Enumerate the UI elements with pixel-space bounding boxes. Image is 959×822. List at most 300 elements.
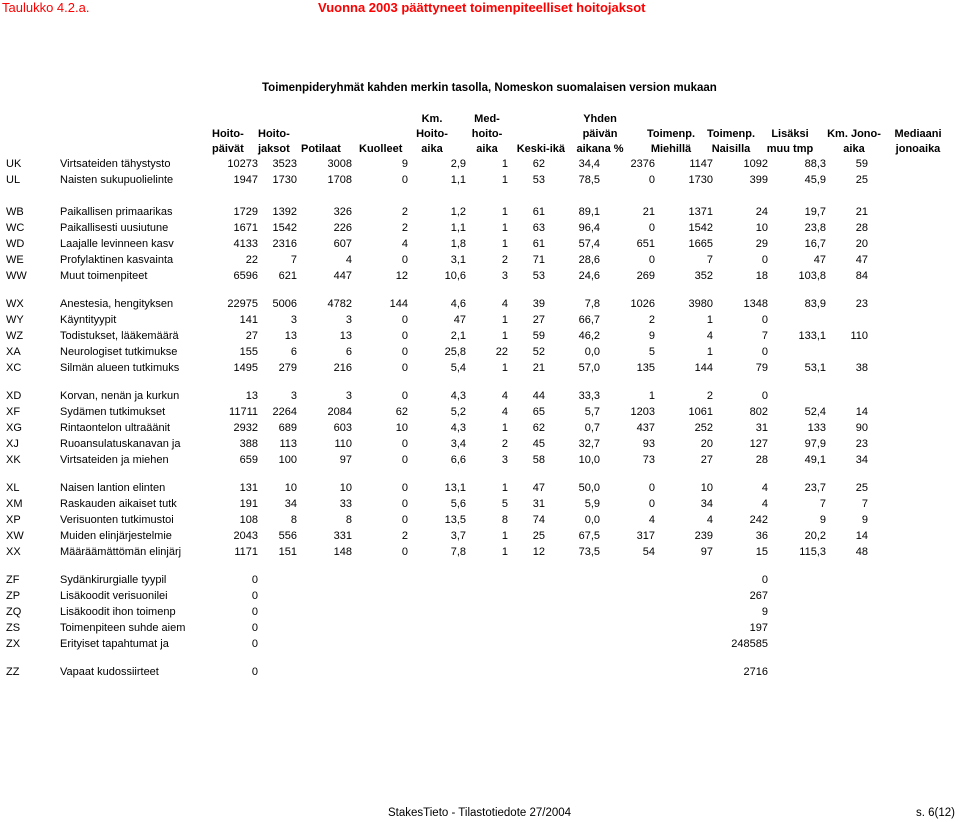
row-description: Muiden elinjärjestelmie [60, 530, 172, 542]
row-code: XM [6, 498, 23, 510]
row-value: 59 [532, 330, 545, 342]
row-value: 151 [278, 546, 297, 558]
row-value: 3,7 [450, 530, 466, 542]
row-value: 1 [706, 346, 713, 358]
row-value: 61 [532, 238, 545, 250]
row-value: 3980 [688, 298, 713, 310]
row-value: 53 [532, 174, 545, 186]
row-value: 2 [501, 438, 508, 450]
row-code: WW [6, 270, 27, 282]
row-description: Muut toimenpiteet [60, 270, 148, 282]
row-value: 67,5 [578, 530, 600, 542]
column-header-line: päivät [212, 143, 244, 155]
row-value: 1,8 [450, 238, 466, 250]
row-value: 10 [339, 482, 352, 494]
row-value: 0 [401, 346, 408, 358]
row-description: Naisten sukupuolielinte [60, 174, 174, 186]
row-value: 11711 [229, 406, 258, 418]
row-value: 0 [401, 498, 408, 510]
row-value: 24,6 [578, 270, 600, 282]
row-value: 1 [501, 422, 508, 434]
row-description: Todistukset, lääkemäärä [60, 330, 179, 342]
row-value: 9 [648, 330, 655, 342]
row-value: 113 [279, 438, 297, 450]
row-value: 1665 [688, 238, 713, 250]
row-code: WB [6, 206, 24, 218]
row-value: 79 [755, 362, 768, 374]
row-value: 18 [755, 270, 768, 282]
row-value: 216 [333, 362, 352, 374]
row-value: 1729 [233, 206, 258, 218]
row-value: 1708 [327, 174, 352, 186]
row-value: 0 [401, 254, 408, 266]
row-value: 3 [345, 390, 352, 402]
row-value: 88,3 [804, 158, 826, 170]
row-value: 13 [339, 330, 352, 342]
row-value: 59 [855, 158, 868, 170]
row-value: 1 [501, 362, 508, 374]
row-value: 97,9 [804, 438, 826, 450]
column-header-line: Hoito- [212, 128, 244, 140]
table-id: Taulukko 4.2.a. [2, 0, 90, 15]
row-value: 10273 [227, 158, 258, 170]
row-description: Lisäkoodit verisuonilei [60, 590, 168, 602]
row-value: 25,8 [444, 346, 466, 358]
column-header-line: Km. Jono- [827, 128, 881, 140]
row-value: 148 [333, 546, 352, 558]
column-header [707, 127, 755, 157]
row-value: 50,0 [578, 482, 600, 494]
row-value: 3 [290, 390, 297, 402]
row-code: WD [6, 238, 25, 250]
column-header-line: Keski-ikä [516, 143, 565, 155]
row-value: 47 [453, 314, 466, 326]
row-value: 4 [706, 514, 713, 526]
row-value: 14 [855, 530, 868, 542]
row-value: 22 [495, 346, 508, 358]
row-value: 10 [395, 422, 408, 434]
row-code: ZX [6, 638, 21, 650]
row-value: 108 [239, 514, 258, 526]
row-value: 84 [855, 270, 868, 282]
row-value: 155 [239, 346, 258, 358]
row-value: 607 [333, 238, 352, 250]
row-value: 25 [532, 530, 545, 542]
row-description: Profylaktinen kasvainta [60, 254, 174, 266]
row-code: WE [6, 254, 24, 266]
row-value: 1 [706, 314, 713, 326]
row-value: 52,4 [804, 406, 826, 418]
row-value: 0 [401, 362, 408, 374]
column-header [894, 127, 941, 157]
row-value: 2376 [630, 158, 655, 170]
row-value: 1 [501, 158, 508, 170]
row-value: 20 [855, 238, 868, 250]
row-description: Sydämen tutkimukset [60, 406, 166, 418]
row-value: 1730 [272, 174, 297, 186]
row-value: 4 [761, 498, 768, 510]
row-value: 62 [532, 158, 545, 170]
row-description: Silmän alueen tutkimuks [60, 362, 180, 374]
row-value: 326 [333, 206, 352, 218]
column-header [767, 127, 813, 157]
row-value: 1 [501, 546, 508, 558]
row-description: Naisen lantion elinten [60, 482, 166, 494]
row-value: 33 [339, 498, 352, 510]
row-value: 39 [532, 298, 545, 310]
row-value: 4,6 [450, 298, 466, 310]
row-code: ZF [6, 574, 20, 586]
row-value: 32,7 [578, 438, 600, 450]
row-value: 3 [290, 314, 297, 326]
row-value: 0 [648, 254, 655, 266]
row-value: 3,1 [450, 254, 466, 266]
row-value: 0 [401, 514, 408, 526]
row-value: 242 [749, 514, 768, 526]
row-value: 621 [278, 270, 297, 282]
row-value: 5 [501, 498, 508, 510]
row-value: 0 [401, 438, 408, 450]
row-value: 0 [761, 346, 768, 358]
row-value: 10,0 [578, 454, 600, 466]
row-value: 1 [501, 482, 508, 494]
row-description: Virtsateiden ja miehen [60, 454, 169, 466]
column-header-line: aika [476, 143, 498, 155]
column-header-line: aikana % [576, 143, 624, 155]
row-value: 0 [401, 454, 408, 466]
row-value: 93 [642, 438, 655, 450]
row-value: 24 [755, 206, 768, 218]
column-header-line: Km. [421, 113, 443, 125]
row-code: ZS [6, 622, 21, 634]
row-value: 2316 [272, 238, 297, 250]
row-value: 45 [532, 438, 545, 450]
row-code: XG [6, 422, 22, 434]
row-value: 6 [290, 346, 297, 358]
row-value: 1 [648, 390, 655, 402]
row-value: 144 [694, 362, 713, 374]
row-value: 83,9 [804, 298, 826, 310]
row-value: 34 [855, 454, 868, 466]
row-value: 23,7 [804, 482, 826, 494]
row-value: 97 [700, 546, 713, 558]
row-value: 2,1 [450, 330, 466, 342]
row-code: WX [6, 298, 24, 310]
row-value: 689 [278, 422, 297, 434]
row-code: XX [6, 546, 21, 558]
row-value: 31 [532, 498, 545, 510]
row-description: Paikallisen primaarikas [60, 206, 173, 218]
row-value: 19,7 [804, 206, 826, 218]
column-header-line: Yhden [583, 113, 617, 125]
row-description: Neurologiset tutkimukse [60, 346, 178, 358]
row-description: Laajalle levinneen kasv [60, 238, 174, 250]
row-value: 1 [501, 530, 508, 542]
table-subtitle: Toimenpideryhmät kahden merkin tasolla, Nomeskon suomalaisen version mukaan [262, 82, 717, 94]
row-value: 2084 [327, 406, 352, 418]
row-value: 131 [239, 482, 258, 494]
row-value: 71 [532, 254, 545, 266]
row-value: 7 [290, 254, 297, 266]
footer-source: StakesTieto - Tilastotiedote 27/2004 [388, 807, 572, 819]
row-value: 252 [694, 422, 713, 434]
row-value: 0 [401, 314, 408, 326]
row-value: 1203 [630, 406, 655, 418]
row-value: 4 [401, 238, 408, 250]
row-description: Toimenpiteen suhde aiem [60, 622, 186, 634]
row-code: WZ [6, 330, 24, 342]
row-value: 0 [648, 498, 655, 510]
column-header [416, 112, 448, 157]
row-value: 63 [532, 222, 545, 234]
row-description: Määräämättömän elinjärj [60, 546, 182, 558]
column-header-line: aika [421, 143, 443, 155]
row-value: 110 [334, 438, 352, 450]
row-value: 7,8 [584, 298, 600, 310]
row-value: 74 [532, 514, 545, 526]
row-value: 61 [532, 206, 545, 218]
row-value: 1495 [233, 362, 258, 374]
row-value: 5,7 [584, 406, 600, 418]
row-code: UK [6, 158, 22, 170]
row-value: 89,1 [578, 206, 600, 218]
row-code: ZZ [6, 666, 20, 678]
row-code: XJ [6, 438, 19, 450]
row-value: 1542 [688, 222, 713, 234]
row-value: 0 [761, 574, 768, 586]
row-value: 9 [861, 514, 868, 526]
row-value: 7 [761, 330, 768, 342]
row-value: 0,0 [584, 346, 600, 358]
row-value: 5,4 [450, 362, 466, 374]
row-value: 57,4 [578, 238, 600, 250]
row-value: 2264 [272, 406, 297, 418]
row-code: WC [6, 222, 25, 234]
column-header-line: Toimenp. [706, 128, 756, 140]
row-value: 13 [245, 390, 258, 402]
column-header-line: päivän [582, 128, 618, 140]
row-description: Sydänkirurgialle tyypil [60, 574, 167, 586]
row-value: 0 [648, 482, 655, 494]
row-value: 44 [532, 390, 545, 402]
row-value: 65 [532, 406, 545, 418]
row-value: 1 [501, 174, 508, 186]
row-value: 53 [532, 270, 545, 282]
row-value: 1147 [689, 158, 713, 170]
row-value: 54 [642, 546, 655, 558]
row-value: 1371 [688, 206, 713, 218]
row-value: 12 [395, 270, 408, 282]
column-header [576, 112, 623, 157]
row-value: 2 [706, 390, 713, 402]
row-value: 0 [251, 666, 258, 678]
row-value: 23 [855, 438, 868, 450]
row-value: 100 [278, 454, 297, 466]
column-header-line: muu tmp [766, 143, 814, 155]
row-value: 57,0 [578, 362, 600, 374]
row-value: 127 [749, 438, 768, 450]
row-value: 133 [807, 422, 826, 434]
row-value: 4 [501, 298, 508, 310]
row-value: 9 [761, 606, 768, 618]
row-value: 0 [401, 390, 408, 402]
row-value: 0,7 [584, 422, 600, 434]
row-value: 331 [333, 530, 352, 542]
row-value: 10 [284, 482, 297, 494]
row-code: XA [6, 346, 21, 358]
row-value: 9 [401, 158, 408, 170]
column-header-line: Miehillä [650, 143, 692, 155]
row-value: 90 [855, 422, 868, 434]
row-value: 1 [501, 206, 508, 218]
row-value: 1061 [688, 406, 713, 418]
row-value: 1 [501, 330, 508, 342]
row-value: 1,1 [450, 174, 466, 186]
row-value: 62 [395, 406, 408, 418]
row-value: 651 [636, 238, 655, 250]
row-value: 4 [501, 406, 508, 418]
row-value: 58 [532, 454, 545, 466]
row-value: 0 [251, 638, 258, 650]
row-value: 38 [855, 362, 868, 374]
column-header [472, 112, 503, 157]
column-header-line: Kuolleet [359, 143, 403, 155]
row-description: Käyntityypit [60, 314, 117, 326]
column-header-line: Naisilla [711, 143, 751, 155]
row-value: 53,1 [804, 362, 826, 374]
row-value: 197 [749, 622, 768, 634]
row-value: 21 [532, 362, 545, 374]
row-value: 6 [345, 346, 352, 358]
row-value: 239 [694, 530, 713, 542]
row-value: 27 [245, 330, 258, 342]
row-value: 31 [755, 422, 768, 434]
row-value: 45,9 [804, 174, 826, 186]
row-value: 0 [401, 330, 408, 342]
row-value: 25 [855, 482, 868, 494]
row-value: 66,7 [578, 314, 600, 326]
row-description: Paikallisesti uusiutune [60, 222, 169, 234]
row-value: 4,3 [450, 422, 466, 434]
row-code: UL [6, 174, 21, 186]
row-value: 4 [345, 254, 352, 266]
row-value: 2 [501, 254, 508, 266]
row-description: Erityiset tapahtumat ja [60, 638, 169, 650]
row-code: XK [6, 454, 21, 466]
row-value: 603 [333, 422, 352, 434]
row-value: 9 [819, 514, 826, 526]
row-description: Ruoansulatuskanavan ja [60, 438, 181, 450]
row-value: 7 [706, 254, 713, 266]
row-value: 5 [648, 346, 655, 358]
row-value: 3 [501, 454, 508, 466]
row-value: 13,5 [444, 514, 466, 526]
row-value: 49,1 [804, 454, 826, 466]
row-value: 352 [694, 270, 713, 282]
row-value: 73 [642, 454, 655, 466]
row-value: 21 [855, 206, 868, 218]
row-code: XL [6, 482, 20, 494]
row-value: 96,4 [578, 222, 600, 234]
row-value: 115,3 [799, 546, 826, 558]
row-value: 3523 [272, 158, 297, 170]
row-value: 0 [761, 390, 768, 402]
row-value: 3008 [327, 158, 352, 170]
row-value: 2 [401, 530, 408, 542]
row-description: Verisuonten tutkimustoi [60, 514, 174, 526]
row-value: 388 [239, 438, 258, 450]
row-value: 133,1 [798, 330, 826, 342]
column-header-line: Potilaat [301, 143, 341, 155]
row-value: 13 [284, 330, 297, 342]
row-description: Raskauden aikaiset tutk [60, 498, 177, 510]
row-value: 10,6 [444, 270, 466, 282]
row-value: 20 [700, 438, 713, 450]
row-value: 556 [278, 530, 297, 542]
row-value: 279 [278, 362, 297, 374]
row-value: 1 [501, 238, 508, 250]
row-value: 5,6 [450, 498, 466, 510]
row-value: 4 [706, 330, 713, 342]
row-value: 2932 [233, 422, 258, 434]
row-value: 2716 [743, 666, 768, 678]
row-value: 248585 [731, 638, 768, 650]
row-value: 7 [819, 498, 826, 510]
row-value: 28 [855, 222, 868, 234]
row-value: 22975 [227, 298, 258, 310]
column-header [359, 142, 402, 157]
row-value: 6,6 [450, 454, 466, 466]
row-value: 23,8 [804, 222, 826, 234]
row-description: Lisäkoodit ihon toimenp [60, 606, 176, 618]
row-value: 47 [532, 482, 545, 494]
row-value: 2 [401, 206, 408, 218]
row-value: 4133 [233, 238, 258, 250]
column-header-line: Mediaani [894, 128, 942, 140]
row-value: 5,2 [450, 406, 466, 418]
row-value: 97 [339, 454, 352, 466]
row-value: 0 [401, 482, 408, 494]
row-value: 437 [636, 422, 655, 434]
row-value: 29 [755, 238, 768, 250]
row-value: 0 [251, 574, 258, 586]
row-code: WY [6, 314, 24, 326]
row-value: 2043 [233, 530, 258, 542]
row-value: 1947 [233, 174, 258, 186]
row-code: XC [6, 362, 22, 374]
row-code: ZQ [6, 606, 22, 618]
row-code: XD [6, 390, 22, 402]
row-value: 4 [761, 482, 768, 494]
row-value: 22 [245, 254, 258, 266]
row-value: 47 [855, 254, 868, 266]
row-value: 0 [251, 590, 258, 602]
row-description: Korvan, nenän ja kurkun [60, 390, 180, 402]
row-code: ZP [6, 590, 21, 602]
row-value: 28 [755, 454, 768, 466]
column-header [212, 127, 244, 157]
row-value: 21 [642, 206, 655, 218]
row-value: 2,9 [450, 158, 466, 170]
row-value: 1348 [743, 298, 768, 310]
column-header-line: Hoito- [258, 128, 290, 140]
column-header-line: Lisäksi [771, 128, 809, 140]
row-value: 802 [749, 406, 768, 418]
row-value: 34,4 [578, 158, 600, 170]
row-value: 103,8 [798, 270, 826, 282]
row-code: XW [6, 530, 24, 542]
row-value: 267 [749, 590, 768, 602]
